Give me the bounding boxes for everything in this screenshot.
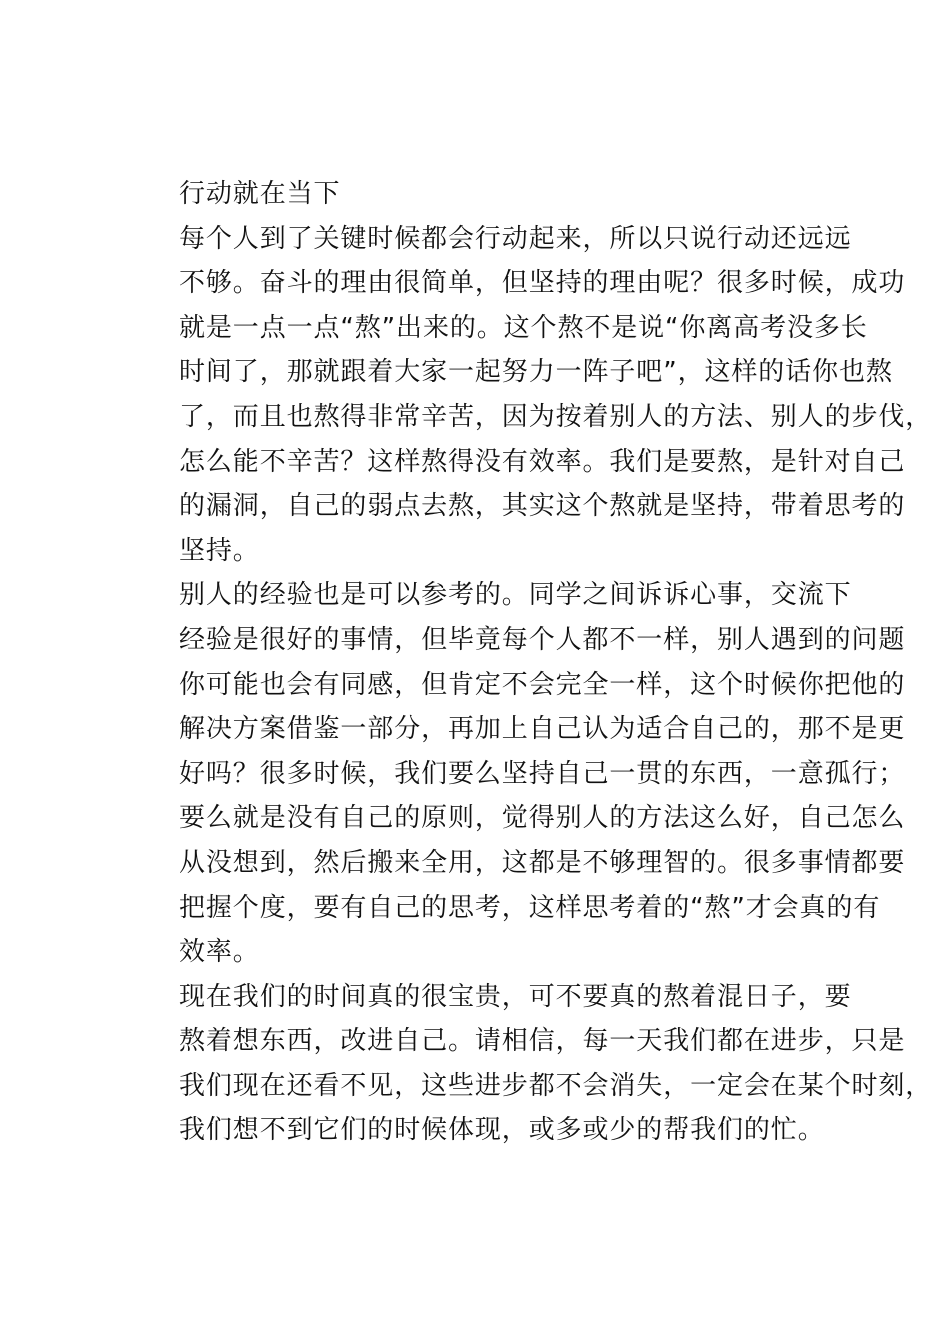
paragraph-line: 别人的经验也是可以参考的。同学之间诉诉心事，交流下 xyxy=(179,580,852,611)
paragraph-line: 我们想不到它们的时候体现，或多或少的帮我们的忙。 xyxy=(179,1115,825,1146)
paragraph-line: 好吗？很多时候，我们要么坚持自己一贯的东西，一意孤行； xyxy=(179,758,906,789)
paragraph-line: 的漏洞，自己的弱点去熬，其实这个熬就是坚持，带着思考的 xyxy=(179,491,906,522)
paragraph-line: 就是一点一点“熬”出来的。这个熬不是说“你离高考没多长 xyxy=(179,312,868,343)
paragraph-line: 我们现在还看不见，这些进步都不会消失，一定会在某个时刻， xyxy=(179,1070,933,1101)
paragraph-line: 要么就是没有自己的原则，觉得别人的方法这么好，自己怎么 xyxy=(179,803,906,834)
paragraph-line: 从没想到，然后搬来全用，这都是不够理智的。很多事情都要 xyxy=(179,847,906,878)
paragraph-3 xyxy=(127,975,933,1153)
paragraph-line: 不够。奋斗的理由很简单，但坚持的理由呢？很多时候，成功 xyxy=(179,268,906,299)
paragraph-line: 解决方案借鉴一部分，再加上自己认为适合自己的，那不是更 xyxy=(179,714,906,745)
paragraph-1 xyxy=(127,217,933,574)
paragraph-line: 效率。 xyxy=(179,937,260,968)
paragraph-line: 坚持。 xyxy=(179,535,260,566)
paragraph-2 xyxy=(127,573,906,974)
paragraph-line: 把握个度，要有自己的思考，这样思考着的“熬”才会真的有 xyxy=(179,892,881,923)
paragraph-line: 时间了，那就跟着大家一起努力一阵子吧”，这样的话你也熬 xyxy=(179,357,893,388)
document-title: 行动就在当下 xyxy=(179,179,341,209)
paragraph-line: 了，而且也熬得非常辛苦，因为按着别人的方法、别人的步伐， xyxy=(179,401,933,432)
paragraph-line: 经验是很好的事情，但毕竟每个人都不一样，别人遇到的问题 xyxy=(179,624,906,655)
paragraph-line: 每个人到了关键时候都会行动起来，所以只说行动还远远 xyxy=(179,223,852,254)
paragraph-line: 现在我们的时间真的很宝贵，可不要真的熬着混日子，要 xyxy=(179,981,852,1012)
document-body xyxy=(127,172,933,1153)
paragraph-line: 怎么能不辛苦？这样熬得没有效率。我们是要熬，是针对自己 xyxy=(179,446,906,477)
paragraph-line: 你可能也会有同感，但肯定不会完全一样，这个时候你把他的 xyxy=(179,669,906,700)
paragraph-line: 熬着想东西，改进自己。请相信，每一天我们都在进步，只是 xyxy=(179,1026,906,1057)
